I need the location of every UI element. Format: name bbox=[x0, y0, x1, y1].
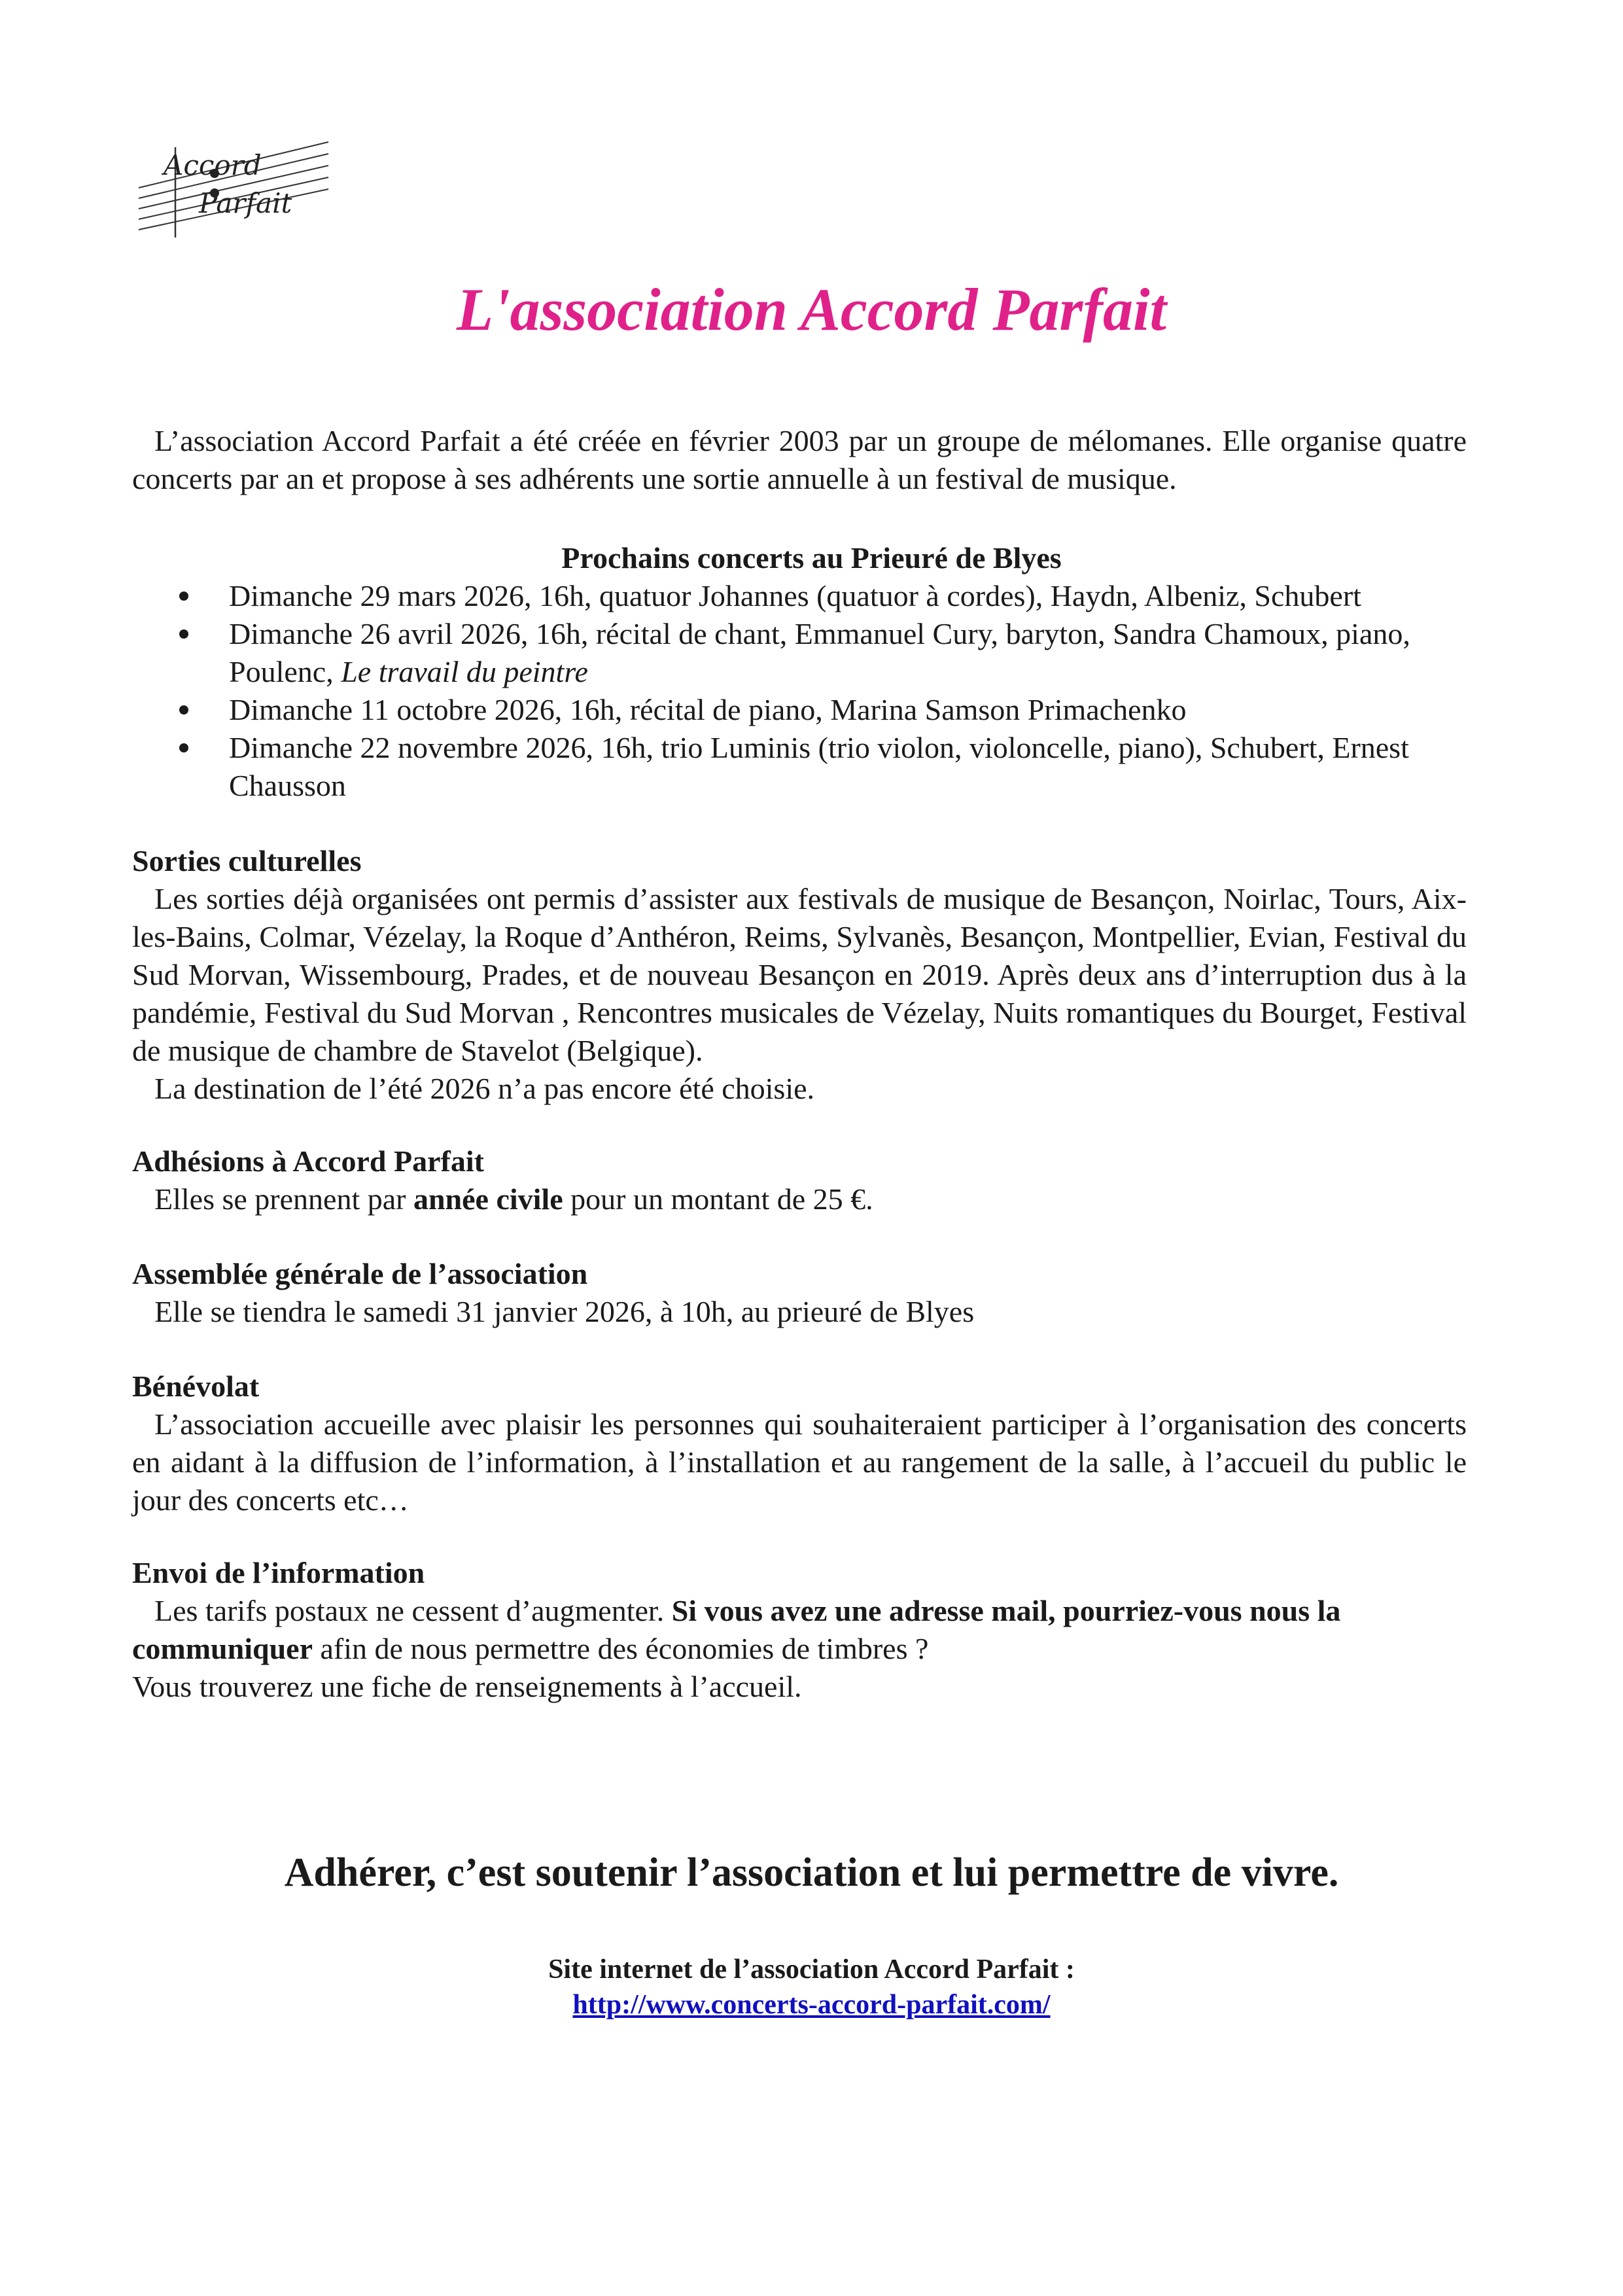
site-label: Site internet de l’association Accord Parfait : bbox=[548, 1954, 1075, 1985]
benevolat-section bbox=[132, 1368, 1467, 1519]
envoi-text-bold: Si vous avez une adresse mail, pourriez-vous nous la communiquer bbox=[132, 1594, 1341, 1665]
adhesions-section bbox=[132, 1142, 1467, 1218]
envoi-section bbox=[132, 1554, 1467, 1706]
list-item bbox=[132, 691, 1467, 729]
intro-text: L’association Accord Parfait a été créée en février 2003 par un groupe de mélomanes. Elle organise quatre concerts par an et propose à ses adhérents une sortie annuelle à un festival de musique. bbox=[132, 424, 1467, 495]
list-item bbox=[132, 729, 1467, 805]
intro-paragraph bbox=[132, 422, 1467, 498]
assemblee-heading: Assemblée générale de l’association bbox=[132, 1257, 588, 1290]
concert-text: Dimanche 11 octobre 2026, 16h, récital de piano, Marina Samson Primachenko bbox=[229, 693, 1187, 726]
slogan: Adhérer, c’est soutenir l’association et lui permettre de vivre. bbox=[284, 1850, 1339, 1895]
sorties-destination: La destination de l’été 2026 n’a pas encore été choisie. bbox=[154, 1072, 815, 1105]
adhesions-text-bold: année civile bbox=[413, 1182, 563, 1216]
adhesions-text bbox=[132, 1180, 1467, 1218]
bullet-icon bbox=[179, 629, 188, 639]
sorties-paragraph: Les sorties déjà organisées ont permis d’assister aux festivals de musique de Besançon, Noirlac, Tours, Aix-les-Bains, Colmar, Vézelay, la Roque d’Anthéron, Reims, Sylvanès, Besançon, Montpellier, Evian, Festival du Sud Morvan, Wissembourg, Prades, et de nouveau Besançon en 2019. Après deux ans d’interruption dus à la pandémie, Festival du Sud Morvan , Rencontres musicales de Vézelay, Nuits romantiques du Bourget, Festival de musique de chambre de Stavelot (Belgique). bbox=[132, 882, 1467, 1067]
accord-parfait-logo bbox=[132, 128, 335, 242]
concert-text: Dimanche 29 mars 2026, 16h, quatuor Johannes (quatuor à cordes), Haydn, Albeniz, Schubert bbox=[229, 579, 1361, 612]
sorties-heading: Sorties culturelles bbox=[132, 844, 362, 877]
sorties-section bbox=[132, 842, 1467, 1108]
bullet-icon bbox=[179, 592, 188, 601]
list-item bbox=[132, 615, 1467, 691]
benevolat-text: L’association accueille avec plaisir les personnes qui souhaiteraient participer à l’organisation des concerts en aidant à la diffusion de l’information, à l’installation et au rangement de la salle, à l’accueil du public le jour des concerts etc… bbox=[132, 1407, 1467, 1517]
assemblee-section bbox=[132, 1255, 1467, 1331]
concert-text: Dimanche 26 avril 2026, 16h, récital de chant, Emmanuel Cury, baryton, Sandra Chamoux, piano, Poulenc, bbox=[229, 617, 1410, 688]
site-url-container bbox=[0, 1987, 1623, 2022]
page-title: L'association Accord Parfait bbox=[456, 276, 1167, 343]
concert-work-title: Le travail du peintre bbox=[341, 655, 588, 688]
concerts-heading: Prochains concerts au Prieuré de Blyes bbox=[561, 541, 1062, 574]
envoi-fiche-text: Vous trouverez une fiche de renseignements à l’accueil. bbox=[132, 1670, 802, 1703]
bullet-icon bbox=[179, 743, 188, 752]
assemblee-text: Elle se tiendra le samedi 31 janvier 2026, à 10h, au prieuré de Blyes bbox=[154, 1295, 975, 1328]
adhesions-text-before: Elles se prennent par bbox=[154, 1182, 413, 1216]
benevolat-heading: Bénévolat bbox=[132, 1369, 260, 1403]
bullet-icon bbox=[179, 705, 188, 715]
adhesions-heading: Adhésions à Accord Parfait bbox=[132, 1144, 484, 1178]
envoi-text-before: Les tarifs postaux ne cessent d’augmenter. bbox=[154, 1594, 672, 1627]
envoi-heading: Envoi de l’information bbox=[132, 1556, 425, 1589]
logo-staff-graphic bbox=[132, 128, 335, 242]
envoi-text-after: afin de nous permettre des économies de timbres ? bbox=[313, 1632, 929, 1665]
adhesions-text-after: pour un montant de 25 €. bbox=[563, 1182, 873, 1216]
list-item bbox=[132, 577, 1467, 615]
logo-text-line2: Parfait bbox=[199, 187, 292, 219]
logo-text-line1: Accord bbox=[164, 149, 262, 181]
concert-text: Dimanche 22 novembre 2026, 16h, trio Luminis (trio violon, violoncelle, piano), Schubert, Ernest Chausson bbox=[229, 731, 1409, 802]
site-url-link[interactable]: http://www.concerts-accord-parfait.com/ bbox=[572, 1990, 1051, 2020]
concerts-list bbox=[132, 577, 1467, 805]
envoi-text bbox=[132, 1592, 1467, 1668]
